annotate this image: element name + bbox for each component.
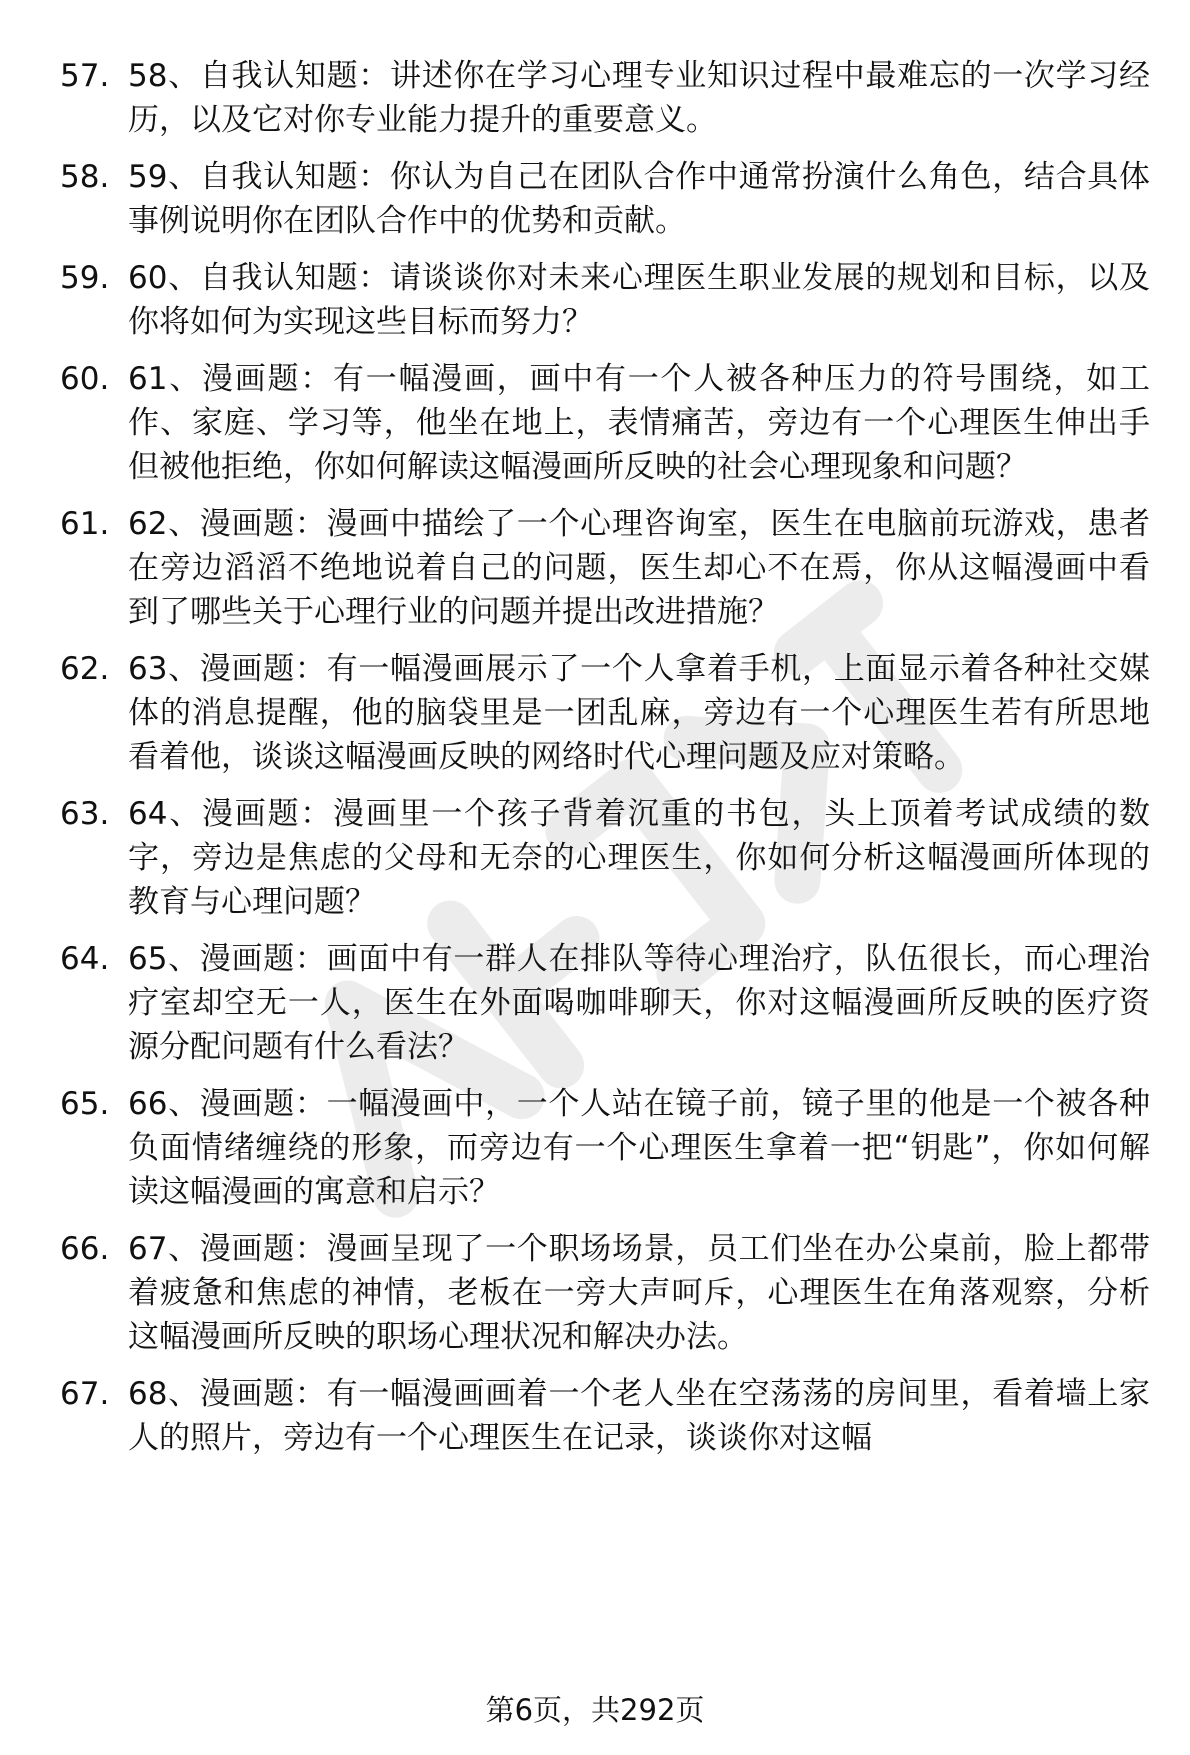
question-number: 61. <box>60 506 110 542</box>
question-text: 65、漫画题：画面中有一群人在排队等待心理治疗，队伍很长，而心理治疗室却空无一人，医生在外面喝咖啡聊天，你对这幅漫画所反映的医疗资源分配问题有什么看法？ <box>128 941 1150 1065</box>
list-item <box>60 357 1150 489</box>
list-item <box>60 1227 1150 1359</box>
list-item <box>60 937 1150 1069</box>
question-text: 62、漫画题：漫画中描绘了一个心理咨询室，医生在电脑前玩游戏，患者在旁边滔滔不绝地说着自己的问题，医生却心不在焉，你从这幅漫画中看到了哪些关于心理行业的问题并提出改进措施？ <box>128 506 1150 630</box>
question-text: 61、漫画题：有一幅漫画，画中有一个人被各种压力的符号围绕，如工作、家庭、学习等，他坐在地上，表情痛苦，旁边有一个心理医生伸出手但被他拒绝，你如何解读这幅漫画所反映的社会心理现象和问题？ <box>128 361 1150 485</box>
question-text: 68、漫画题：有一幅漫画画着一个老人坐在空荡荡的房间里，看着墙上家人的照片，旁边有一个心理医生在记录，谈谈你对这幅 <box>128 1376 1150 1456</box>
question-number: 59. <box>60 260 110 296</box>
question-number: 57. <box>60 58 110 94</box>
question-list <box>60 54 1150 1473</box>
list-item <box>60 1372 1150 1460</box>
list-item <box>60 647 1150 779</box>
list-item <box>60 792 1150 924</box>
question-text: 58、自我认知题：讲述你在学习心理专业知识过程中最难忘的一次学习经历，以及它对你专业能力提升的重要意义。 <box>128 58 1150 138</box>
question-text: 64、漫画题：漫画里一个孩子背着沉重的书包，头上顶着考试成绩的数字，旁边是焦虑的父母和无奈的心理医生，你如何分析这幅漫画所体现的教育与心理问题？ <box>128 796 1150 920</box>
page-number-label: 第6页，共292页 <box>485 1693 705 1727</box>
question-text: 66、漫画题：一幅漫画中，一个人站在镜子前，镜子里的他是一个被各种负面情绪缠绕的形象，而旁边有一个心理医生拿着一把“钥匙”，你如何解读这幅漫画的寓意和启示？ <box>128 1086 1150 1210</box>
question-text: 67、漫画题：漫画呈现了一个职场场景，员工们坐在办公桌前，脸上都带着疲惫和焦虑的神情，老板在一旁大声呵斥，心理医生在角落观察，分析这幅漫画所反映的职场心理状况和解决办法。 <box>128 1231 1150 1355</box>
list-item <box>60 256 1150 344</box>
question-text: 63、漫画题：有一幅漫画展示了一个人拿着手机，上面显示着各种社交媒体的消息提醒，他的脑袋里是一团乱麻，旁边有一个心理医生若有所思地看着他，谈谈这幅漫画反映的网络时代心理问题及应对策略。 <box>128 651 1150 775</box>
question-text: 59、自我认知题：你认为自己在团队合作中通常扮演什么角色，结合具体事例说明你在团队合作中的优势和贡献。 <box>128 159 1150 239</box>
page-footer <box>0 1690 1190 1730</box>
question-number: 64. <box>60 941 110 977</box>
question-number: 60. <box>60 361 110 397</box>
question-number: 65. <box>60 1086 110 1122</box>
list-item <box>60 502 1150 634</box>
question-number: 66. <box>60 1231 110 1267</box>
list-item <box>60 1082 1150 1214</box>
question-number: 63. <box>60 796 110 832</box>
question-number: 62. <box>60 651 110 687</box>
question-number: 67. <box>60 1376 110 1412</box>
list-item <box>60 155 1150 243</box>
question-text: 60、自我认知题：请谈谈你对未来心理医生职业发展的规划和目标，以及你将如何为实现这些目标而努力？ <box>128 260 1150 340</box>
list-item <box>60 54 1150 142</box>
question-number: 58. <box>60 159 110 195</box>
